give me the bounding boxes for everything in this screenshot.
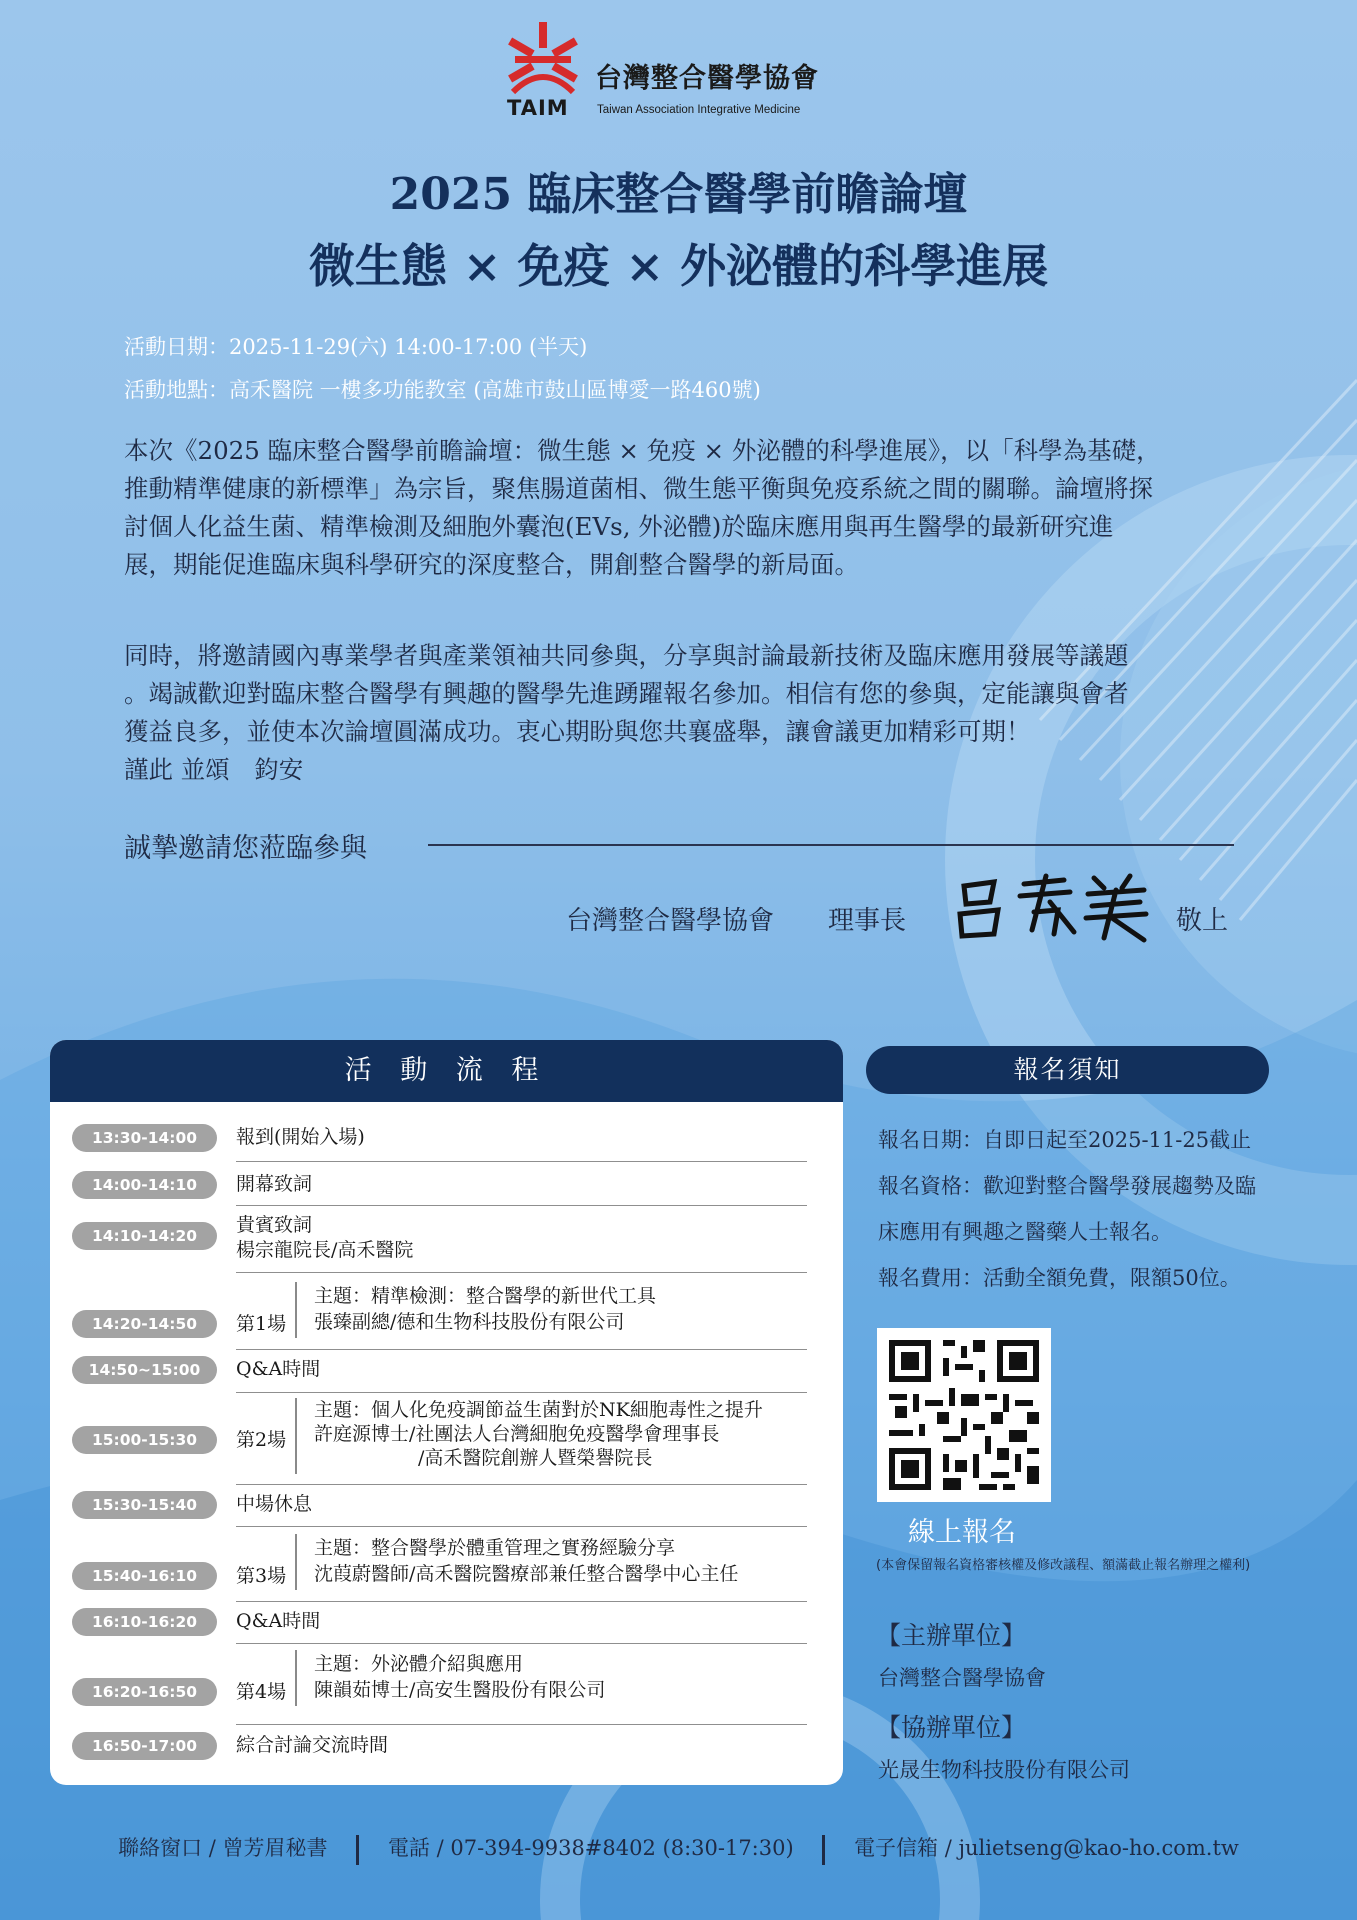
session-divider — [295, 1534, 297, 1590]
intro-line: 同時，將邀請國內專業學者與產業領袖共同參與，分享與討論最新技術及臨床應用發展等議題 — [124, 641, 1129, 670]
row-divider — [236, 1349, 807, 1350]
time-badge: 15:40-16:10 — [72, 1562, 217, 1590]
session-label: 第2場 — [236, 1429, 287, 1451]
divider — [428, 844, 1234, 846]
event-date: 活動日期：2025-11-29(六) 14:00-17:00 (半天) — [124, 335, 588, 359]
host-label: 【主辦單位】 — [876, 1621, 1027, 1650]
signature-title: 理事長 — [828, 906, 907, 936]
agenda-item: Q&A時間 — [236, 1358, 321, 1380]
co-organizer-label: 【協辦單位】 — [876, 1713, 1027, 1742]
session-speaker: 許庭源博士/社團法人台灣細胞免疫醫學會理事長 — [314, 1423, 720, 1445]
intro-paragraph-2 — [124, 637, 1234, 789]
session-topic: 主題：精準檢測：整合醫學的新世代工具 — [314, 1285, 657, 1307]
row-divider — [236, 1526, 807, 1527]
session-divider — [295, 1650, 297, 1706]
forum-title: 2025 臨床整合醫學前瞻論壇 — [389, 169, 968, 220]
time-badge: 14:00-14:10 — [72, 1171, 217, 1199]
registration-heading: 報名須知 — [866, 1046, 1269, 1094]
registration-info: 報名日期：自即日起至2025-11-25截止 — [878, 1128, 1252, 1152]
session-divider — [295, 1282, 297, 1338]
agenda-item: 開幕致詞 — [236, 1173, 313, 1195]
row-divider — [236, 1392, 807, 1393]
invitation-text: 誠摯邀請您蒞臨參與 — [124, 833, 367, 864]
session-divider — [295, 1398, 297, 1474]
time-badge: 15:00-15:30 — [72, 1426, 217, 1454]
contact-person: 聯絡窗口 / 曾芳眉秘書 — [118, 1836, 328, 1860]
session-topic: 主題：外泌體介紹與應用 — [314, 1653, 524, 1675]
session-speaker-title: /高禾醫院創辦人暨榮譽院長 — [418, 1447, 653, 1469]
online-registration-label: 線上報名 — [908, 1517, 1016, 1548]
registration-info: 床應用有興趣之醫藥人士報名。 — [878, 1220, 1172, 1244]
agenda-item: 貴賓致詞 — [236, 1214, 313, 1236]
session-speaker: 張臻副總/德和生物科技股份有限公司 — [314, 1311, 625, 1333]
time-badge: 16:50-17:00 — [72, 1732, 217, 1760]
co-organizer-name: 光晟生物科技股份有限公司 — [878, 1758, 1130, 1782]
intro-line: 推動精準健康的新標準」為宗旨，聚焦腸道菌相、微生態平衡與免疫系統之間的關聯。論壇將探 — [124, 474, 1153, 503]
registration-info: 報名資格：歡迎對整合醫學發展趨勢及臨 — [878, 1174, 1256, 1198]
contact-phone[interactable]: 電話 / 07-394-9938#8402 (8:30-17:30) — [387, 1836, 794, 1860]
time-badge: 14:50~15:00 — [72, 1356, 217, 1384]
session-label: 第4場 — [236, 1681, 287, 1703]
session-speaker: 沈葭蔚醫師/高禾醫院醫療部兼任整合醫學中心主任 — [314, 1563, 739, 1585]
registration-info: 報名費用：活動全額免費，限額50位。 — [878, 1266, 1241, 1290]
intro-line: 獲益良多，並使本次論壇圓滿成功。衷心期盼與您共襄盛舉，讓會議更加精彩可期！ — [124, 717, 1031, 746]
signature-closing: 敬上 — [1176, 906, 1229, 936]
intro-line: 。竭誠歡迎對臨床整合醫學有興趣的醫學先進踴躍報名參加。相信有您的參與，定能讓與會者 — [124, 679, 1129, 708]
logo-org-name-cn: 台灣整合醫學協會 — [595, 63, 819, 94]
logo-org-name-en: Taiwan Association Integrative Medicine — [597, 104, 801, 116]
session-topic: 主題：整合醫學於體重管理之實務經驗分享 — [314, 1537, 676, 1559]
row-divider — [236, 1484, 807, 1485]
signature-org: 台灣整合醫學協會 — [566, 906, 775, 936]
time-badge: 14:20-14:50 — [72, 1310, 217, 1338]
time-badge: 13:30-14:00 — [72, 1124, 217, 1152]
intro-line: 謹此 並頌 鈞安 — [124, 755, 304, 784]
session-label: 第1場 — [236, 1313, 287, 1335]
row-divider — [236, 1601, 807, 1602]
agenda-speaker: 楊宗龍院長/高禾醫院 — [236, 1239, 414, 1261]
row-divider — [236, 1724, 807, 1725]
taim-logo — [505, 22, 855, 122]
taim-emblem-icon — [505, 22, 581, 100]
forum-subtitle: 微生態 × 免疫 × 外泌體的科學進展 — [308, 239, 1049, 293]
agenda-item: 綜合討論交流時間 — [236, 1734, 389, 1756]
time-badge: 15:30-15:40 — [72, 1491, 217, 1519]
logo-abbreviation: TAIM — [507, 96, 569, 120]
time-badge: 16:10-16:20 — [72, 1608, 217, 1636]
row-divider — [236, 1272, 807, 1273]
intro-line: 本次《2025 臨床整合醫學前瞻論壇：微生態 × 免疫 × 外泌體的科學進展》，以「科學為基礎， — [124, 436, 1161, 465]
event-location: 活動地點：高禾醫院 一樓多功能教室 (高雄市鼓山區博愛一路460號) — [124, 378, 761, 402]
session-label: 第3場 — [236, 1565, 287, 1587]
registration-qr-code[interactable] — [877, 1328, 1051, 1502]
agenda-item: 中場休息 — [236, 1493, 313, 1515]
intro-line: 展，期能促進臨床與科學研究的深度整合，開創整合醫學的新局面。 — [124, 550, 859, 579]
intro-line: 討個人化益生菌、精準檢測及細胞外囊泡(EVs, 外泌體)於臨床應用與再生醫學的最新研究進 — [124, 512, 1114, 541]
footer-divider — [822, 1835, 825, 1865]
row-divider — [236, 1643, 807, 1644]
schedule-heading: 活 動 流 程 — [50, 1040, 843, 1102]
time-badge: 16:20-16:50 — [72, 1678, 217, 1706]
registration-note: (本會保留報名資格審核權及修改議程、額滿截止報名辦理之權利) — [876, 1558, 1251, 1573]
row-divider — [236, 1205, 807, 1206]
row-divider — [236, 1161, 807, 1162]
contact-footer — [0, 1832, 1357, 1865]
handwritten-signature — [954, 872, 1150, 944]
agenda-item: Q&A時間 — [236, 1610, 321, 1632]
schedule-panel — [50, 1040, 843, 1785]
session-topic: 主題：個人化免疫調節益生菌對於NK細胞毒性之提升 — [314, 1399, 763, 1421]
agenda-item: 報到(開始入場) — [236, 1126, 365, 1148]
time-badge: 14:10-14:20 — [72, 1222, 217, 1250]
session-speaker: 陳韻茹博士/高安生醫股份有限公司 — [314, 1679, 606, 1701]
host-name: 台灣整合醫學協會 — [878, 1666, 1046, 1690]
footer-divider — [356, 1835, 359, 1865]
intro-paragraph-1 — [124, 432, 1234, 584]
contact-email[interactable]: 電子信箱 / julietseng@kao-ho.com.tw — [854, 1836, 1239, 1860]
